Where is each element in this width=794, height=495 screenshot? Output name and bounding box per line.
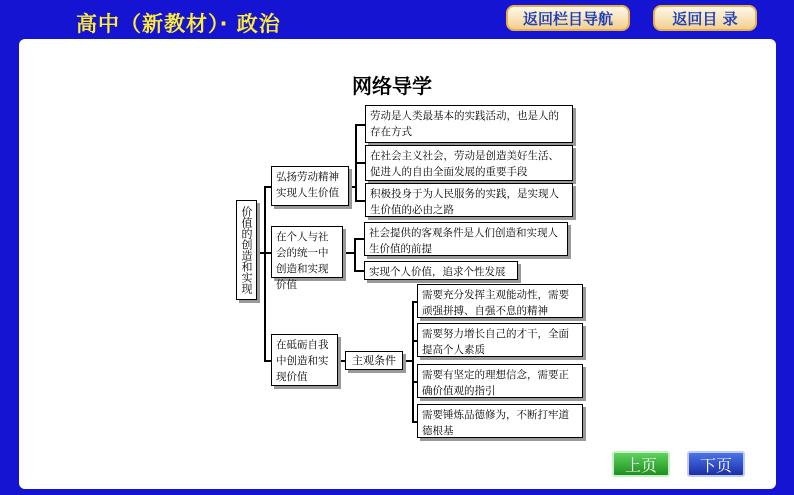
connector [257,252,264,254]
leaf-node: 积极投身于为人民服务的实践，是实现人生价值的必由之路 [365,183,573,217]
page-title: 网络导学 [352,74,432,98]
branch-node-labor: 弘扬劳动精神实现人生价值 [271,166,349,206]
connector [403,360,412,362]
leaf-node: 在社会主义社会，劳动是创造美好生活、促进人的自由全面发展的重要手段 [365,145,573,181]
connector [354,270,364,272]
connector [264,252,271,254]
subjective-conditions-node: 主观条件 [345,351,403,370]
next-page-button[interactable]: 下页 [687,451,745,477]
leaf-node: 需要努力增长自己的才干，全面提高个人素质 [417,323,583,357]
connector [412,301,414,421]
connector [343,252,354,254]
leaf-node: 需要有坚定的理想信念，需要正确价值观的指引 [417,364,583,398]
prev-page-button[interactable]: 上页 [612,451,670,477]
connector [355,162,365,164]
branch-node-individual-society: 在个人与社会的统一中创造和实现价值 [271,226,343,278]
leaf-node: 劳动是人类最基本的实践活动，也是人的存在方式 [365,105,573,143]
connector [354,238,364,240]
leaf-node: 实现个人价值，追求个性发展 [364,261,518,280]
connector [264,360,271,362]
branch-node-self-discipline: 在砥砺自我中创造和实现价值 [271,334,338,386]
leaf-node: 社会提供的客观条件是人们创造和实现人生价值的前提 [364,222,568,256]
connector [354,238,356,270]
course-title: 高中（新教材）· 政治 [76,12,281,36]
leaf-node: 需要锤炼品德修为，不断打牢道德根基 [417,404,583,438]
connector [355,124,365,126]
leaf-node: 需要充分发挥主观能动性，需要顽强拼搏、自强不息的精神 [417,284,583,318]
connector [264,186,271,188]
back-to-column-nav-button[interactable]: 返回栏目导航 [506,5,630,31]
back-to-toc-button[interactable]: 返回目 录 [653,5,757,31]
connector [264,186,266,360]
root-node: 价值的创造和实现 [236,200,257,300]
connector [338,360,345,362]
connector [355,200,365,202]
